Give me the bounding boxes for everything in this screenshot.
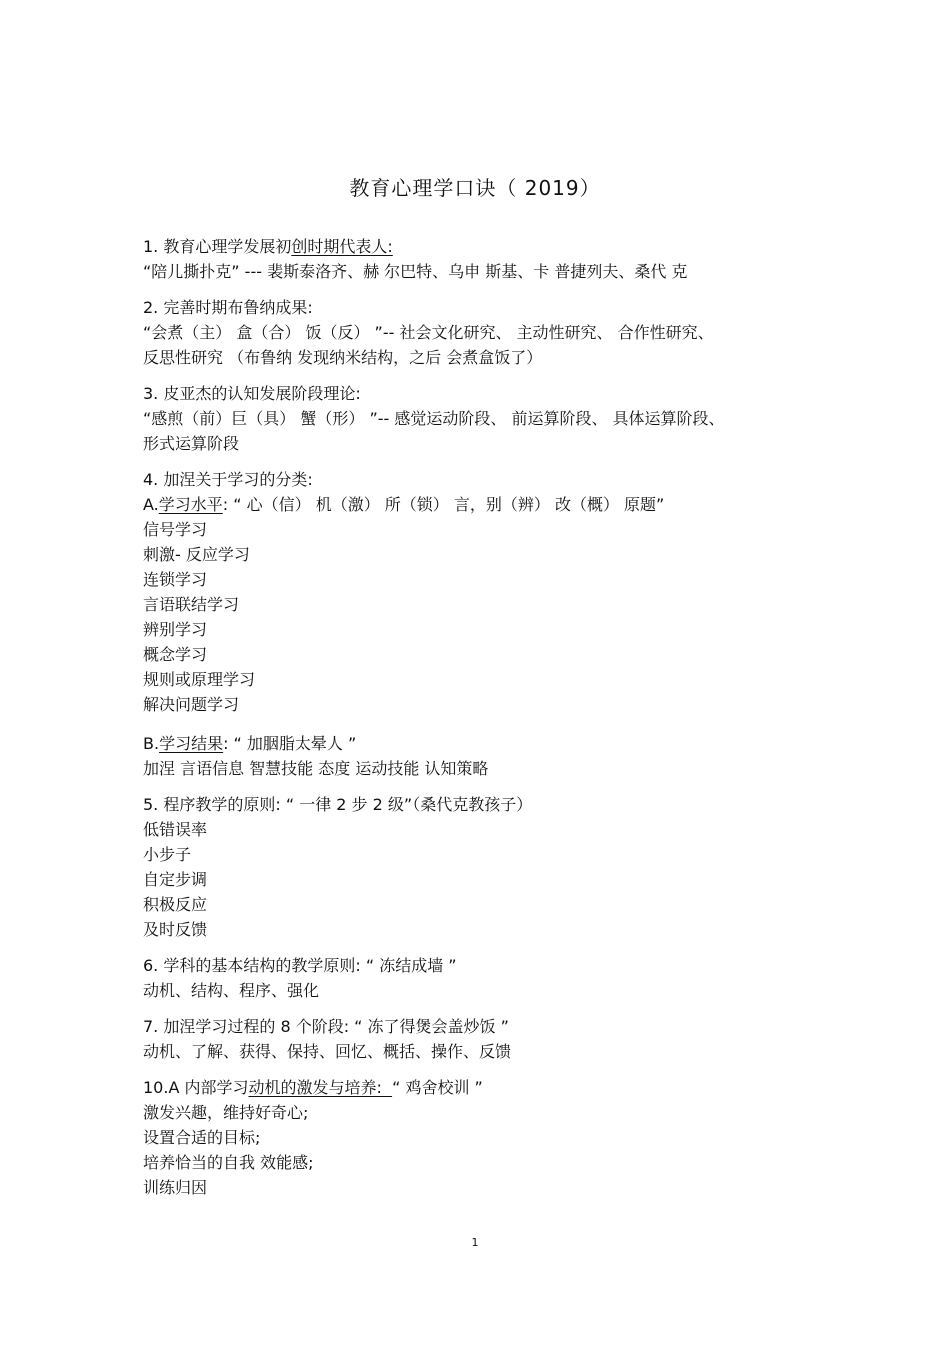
list-item: 及时反馈 — [143, 920, 208, 939]
section-4-subheading-b — [143, 731, 823, 756]
list-item: 言语联结学习 — [143, 595, 240, 614]
list-item: 辨别学习 — [143, 620, 208, 639]
list-item: 信号学习 — [143, 520, 208, 539]
section-3-heading: 3. 皮亚杰的认知发展阶段理论: — [143, 384, 361, 403]
section-10 — [143, 1075, 823, 1200]
list-item: 设置合适的目标; — [143, 1128, 261, 1147]
section-4b-line-1: 加涅 言语信息 智慧技能 态度 运动技能 认知策略 — [143, 759, 489, 778]
section-1-heading-text: 1. 教育心理学发展初 — [143, 237, 292, 256]
section-4b — [143, 731, 823, 781]
section-4-heading: 4. 加涅关于学习的分类: — [143, 470, 313, 489]
section-4b-mnemonic: : “ 加胭脂太晕人 ” — [223, 734, 357, 753]
section-2 — [143, 295, 823, 370]
section-7-heading: 7. 加涅学习过程的 8 个阶段: “ 冻了得煲会盖炒饭 ” — [143, 1017, 509, 1036]
section-4b-underlined: 学习结果 — [159, 734, 224, 753]
page-number: 1 — [471, 1236, 479, 1249]
section-6-line-1: 动机、结构、程序、强化 — [143, 981, 320, 1000]
list-item: 概念学习 — [143, 645, 208, 664]
section-5-heading: 5. 程序教学的原则: “ 一律 2 步 2 级”（桑代克教孩子） — [143, 795, 533, 814]
section-4a-mnemonic: : “ 心（信） 机（激） 所（锁） 言，别（辨） 改（概） 原题” — [222, 495, 665, 514]
list-item: 激发兴趣，维持好奇心; — [143, 1103, 309, 1122]
section-3-line-2: 形式运算阶段 — [143, 434, 240, 453]
section-4a-underlined: 学习水平 — [158, 495, 223, 514]
section-5 — [143, 792, 823, 942]
list-item: 刺激- 反应学习 — [143, 545, 250, 564]
section-2-line-1: “会煮（主） 盒（合） 饭（反） ”-- 社会文化研究、 主动性研究、 合作性研究、 — [143, 323, 714, 342]
section-1-heading-underlined: 创时期代表人: — [291, 237, 393, 256]
list-item: 解决问题学习 — [143, 695, 240, 714]
list-item: 低错误率 — [143, 820, 208, 839]
list-item: 连锁学习 — [143, 570, 208, 589]
section-10-mnemonic: “ 鸡舍校训 ” — [392, 1078, 483, 1097]
section-3-line-1: “感煎（前）巨（具） 蟹（形） ”-- 感觉运动阶段、 前运算阶段、 具体运算阶段、 — [143, 409, 725, 428]
section-2-line-2: 反思性研究 （布鲁纳 发现纳米结构，之后 会煮盒饭了） — [143, 348, 543, 367]
list-item: 积极反应 — [143, 895, 208, 914]
section-1-line-1: “陪儿撕扑克” --- 裴斯泰洛齐、赫 尔巴特、乌申 斯基、卡 普捷列夫、桑代 克 — [143, 262, 688, 281]
list-item: 规则或原理学习 — [143, 670, 256, 689]
section-1 — [143, 234, 823, 284]
section-6 — [143, 953, 823, 1003]
list-item: 自定步调 — [143, 870, 208, 889]
section-4-subheading-a — [143, 492, 823, 517]
list-item: 小步子 — [143, 845, 192, 864]
section-4a-prefix: A. — [143, 495, 159, 514]
list-item: 训练归因 — [143, 1178, 208, 1197]
section-1-heading — [143, 234, 823, 259]
document-body — [143, 234, 823, 1211]
section-10-heading — [143, 1075, 823, 1100]
section-4b-prefix: B. — [143, 734, 160, 753]
section-3 — [143, 381, 823, 456]
section-7 — [143, 1014, 823, 1064]
page-title: 教育心理学口诀（ 2019） — [349, 176, 601, 200]
section-6-heading: 6. 学科的基本结构的教学原则: “ 冻结成墙 ” — [143, 956, 457, 975]
section-10-heading-text: 10.A 内部学习 — [143, 1078, 249, 1097]
section-2-heading: 2. 完善时期布鲁纳成果: — [143, 298, 313, 317]
section-4 — [143, 467, 823, 717]
list-item: 培养恰当的自我 效能感; — [143, 1153, 314, 1172]
section-10-heading-underlined: 动机的激发与培养: — [248, 1078, 393, 1097]
section-7-line-1: 动机、了解、获得、保持、回忆、概括、操作、反馈 — [143, 1042, 512, 1061]
